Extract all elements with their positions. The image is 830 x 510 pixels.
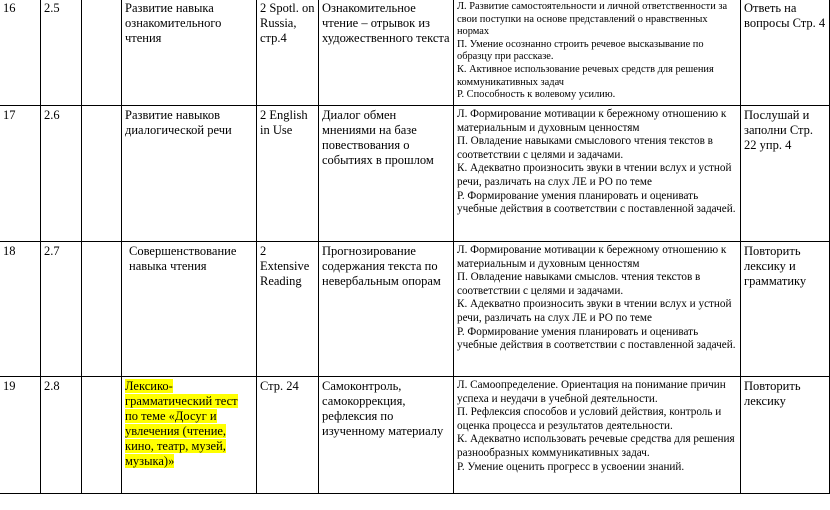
result-cognitive: П. Рефлексия способов и условий действия, контроль и оценка процесса и результатов деятельности.	[457, 406, 722, 432]
lesson-material: 2 English in Use	[257, 106, 319, 242]
learning-results	[454, 242, 741, 377]
lesson-material: Стр. 24	[257, 377, 319, 494]
result-regulatory: Р. Формирование умения планировать и оценивать учебные действия в соответствии с поставленной задачей.	[457, 325, 736, 352]
blank-cell	[82, 377, 122, 494]
lesson-subnumber: 2.8	[41, 377, 82, 494]
lesson-topic: Развитие навыка ознакомительного чтения	[122, 0, 257, 106]
homework: Ответь на вопросы Стр. 4	[741, 0, 830, 106]
result-communicative: К. Адекватно использовать речевые средства для решения разнообразных коммуникативных задач.	[457, 433, 735, 459]
blank-cell	[82, 0, 122, 106]
result-cognitive: П. Умение осознанно строить речевое высказывание по образцу при рассказе.	[457, 38, 704, 63]
lesson-topic-highlighted: Лексико-грамматический тест по теме «Досуг и увлечения (чтение, кино, театр, музей, музыка)»	[125, 379, 238, 468]
homework: Повторить лексику	[741, 377, 830, 494]
lesson-activity: Ознакомительное чтение – отрывок из художественного текста	[319, 0, 454, 106]
lesson-number: 19	[0, 377, 41, 494]
lesson-number: 18	[0, 242, 41, 377]
lesson-topic: Совершенствование навыка чтения	[122, 242, 257, 377]
lesson-activity: Диалог обмен мнениями на базе повествования о событиях в прошлом	[319, 106, 454, 242]
result-communicative: К. Адекватно произносить звуки в чтении вслух и устной речи, различать на слух ЛЕ и РО по теме	[457, 162, 732, 188]
result-regulatory: Р. Формирование умения планировать и оценивать учебные действия в соответствии с поставленной задачей.	[457, 189, 736, 216]
lesson-activity: Самоконтроль, самокоррекция, рефлексия по изученному материалу	[319, 377, 454, 494]
result-regulatory: Р. Умение оценить прогресс в усвоении знаний.	[457, 460, 685, 473]
learning-results	[454, 377, 741, 494]
result-personal: Л. Самоопределение. Ориентация на понимание причин успеха и неудачи в учебной деятельности.	[457, 379, 726, 405]
blank-cell	[82, 242, 122, 377]
table-row	[0, 0, 830, 106]
result-cognitive: П. Овладение навыками смыслов. чтения текстов в соответствии с целями и задачами.	[457, 271, 701, 297]
lesson-subnumber: 2.5	[41, 0, 82, 106]
table-row	[0, 242, 830, 377]
table-row	[0, 377, 830, 494]
lesson-topic: Развитие навыков диалогической речи	[122, 106, 257, 242]
lesson-subnumber: 2.7	[41, 242, 82, 377]
blank-cell	[82, 106, 122, 242]
result-cognitive: П. Овладение навыками смыслового чтения текстов в соответствии с целями и задачами.	[457, 135, 713, 161]
result-personal: Л. Формирование мотивации к бережному отношению к материальным и духовным ценностям	[457, 108, 727, 134]
lesson-activity: Прогнозирование содержания текста по невербальным опорам	[319, 242, 454, 377]
result-regulatory: Р. Способность к волевому усилию.	[457, 89, 616, 101]
lesson-number: 16	[0, 0, 41, 106]
homework: Послушай и заполни Стр. 22 упр. 4	[741, 106, 830, 242]
result-personal: Л. Формирование мотивации к бережному отношению к материальным и духовным ценностям	[457, 244, 727, 270]
table-row	[0, 106, 830, 242]
result-communicative: К. Адекватно произносить звуки в чтении вслух и устной речи, различать на слух ЛЕ и РО по теме	[457, 298, 732, 324]
lesson-topic-cell	[122, 377, 257, 494]
lesson-material: 2 Spotl. on Russia, стр.4	[257, 0, 319, 106]
lesson-number: 17	[0, 106, 41, 242]
result-communicative: К. Активное использование речевых средств для решения коммуникативных задач	[457, 63, 714, 88]
result-personal: Л. Развитие самостоятельности и личной ответственности за свои поступки на основе представлений о нравственных нормах	[457, 1, 728, 38]
homework: Повторить лексику и грамматику	[741, 242, 830, 377]
lesson-material: 2 Extensive Reading	[257, 242, 319, 377]
lesson-subnumber: 2.6	[41, 106, 82, 242]
learning-results	[454, 0, 741, 106]
learning-results	[454, 106, 741, 242]
